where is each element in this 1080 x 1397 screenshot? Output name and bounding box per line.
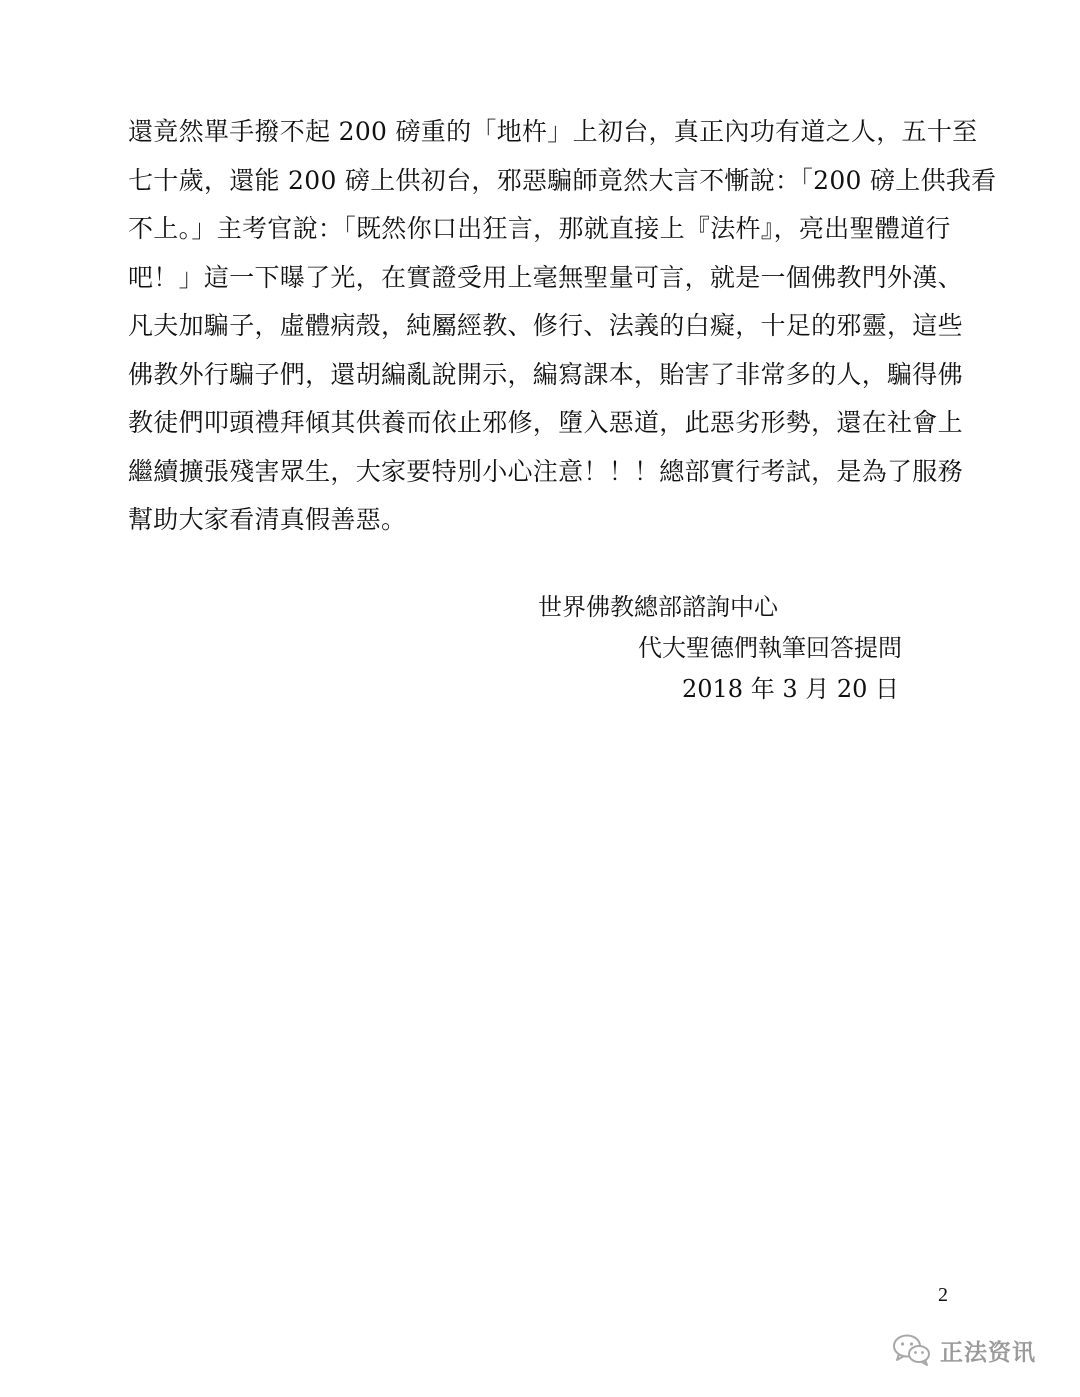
signature-organization: 世界佛教總部諮詢中心 xyxy=(538,593,778,621)
text-line: 幫助大家看清真假善惡。 xyxy=(128,505,407,534)
watermark xyxy=(892,1330,1036,1370)
signature-role: 代大聖德們執筆回答提問 xyxy=(638,634,902,662)
text-line: 吧！」這一下曝了光，在實證受用上毫無聖量可言，就是一個佛教門外漢、 xyxy=(128,262,963,292)
text-line: 還竟然單手撥不起 200 磅重的「地杵」上初台，真正內功有道之人，五十至 xyxy=(128,117,978,146)
watermark-text: 正法资讯 xyxy=(940,1339,1036,1366)
body-paragraph xyxy=(128,108,997,545)
text-line: 教徒們叩頭禮拜傾其供養而依止邪修，墮入惡道，此惡劣形勢，還在社會上 xyxy=(128,408,963,437)
text-line: 凡夫加騙子，虛體病殼，純屬經教、修行、法義的白癡，十足的邪靈，這些 xyxy=(128,311,963,340)
text-line: 不上。」主考官說：「既然你口出狂言，那就直接上『法杵』，亮出聖體道行 xyxy=(128,214,951,243)
wechat-icon xyxy=(892,1333,932,1367)
text-line: 七十歲，還能 200 磅上供初台，邪惡騙師竟然大言不慚說：「200 磅上供我看 xyxy=(128,165,997,195)
text-line: 佛教外行騙子們，還胡編亂說開示，編寫課本，貽害了非常多的人，騙得佛 xyxy=(128,359,963,389)
signature-date: 2018 年 3 月 20 日 xyxy=(682,675,900,703)
page-number: 2 xyxy=(938,1284,948,1306)
text-line: 繼續擴張殘害眾生，大家要特別小心注意！！！總部實行考試，是為了服務 xyxy=(128,456,963,486)
